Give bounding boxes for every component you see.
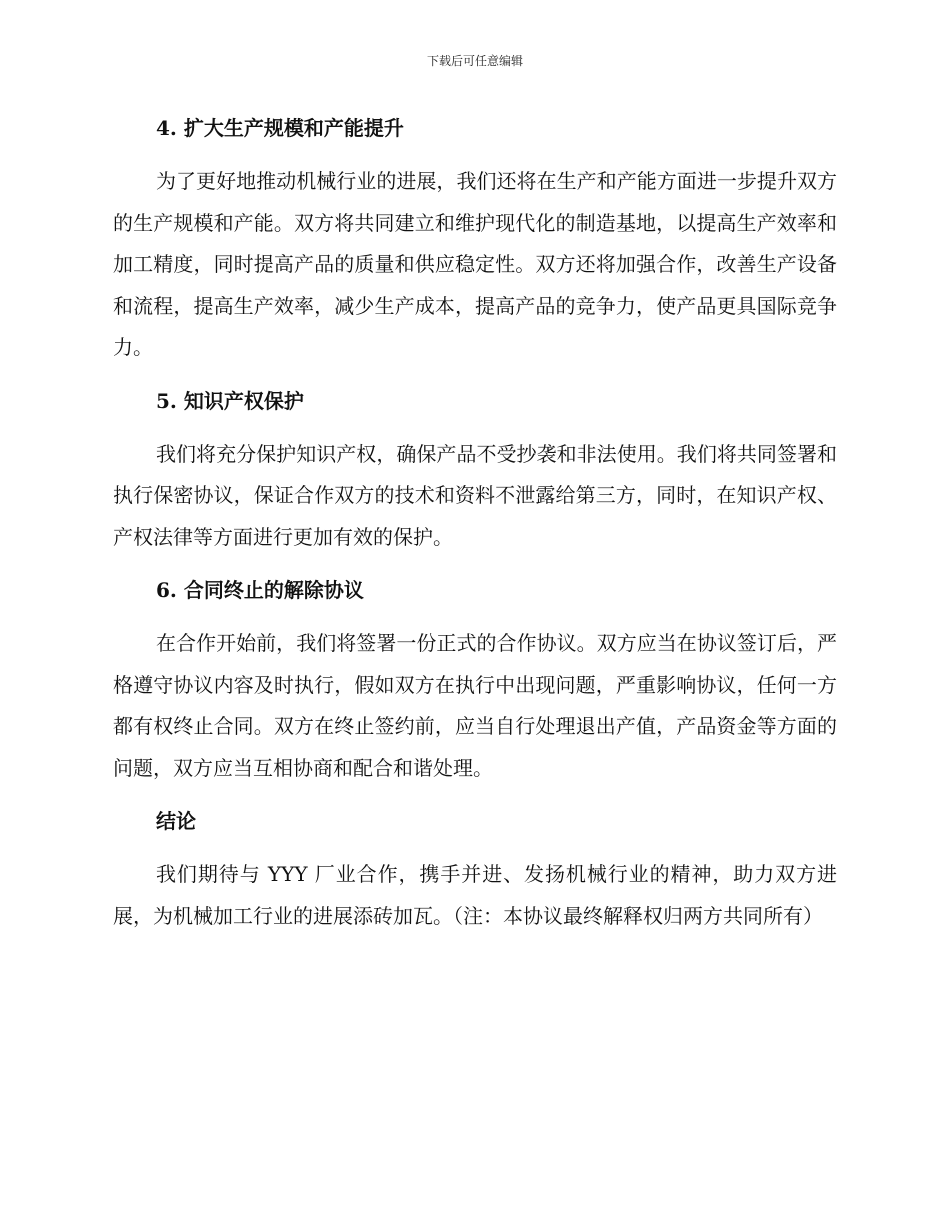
section-conclusion (113, 804, 837, 937)
section-paragraph: 我们将充分保护知识产权，确保产品不受抄袭和非法使用。我们将共同签署和执行保密协议，保证合作双方的技术和资料不泄露给第三方，同时，在知识产权、产权法律等方面进行更加有效的保护。 (113, 441, 837, 549)
spacer (113, 558, 837, 573)
section-paragraph: 我们期待与 YYY 厂业合作，携手并进、发扬机械行业的精神，助力双方进展，为机械加工行业的进展添砖加瓦。（注：本协议最终解释权归两方共同所有） (113, 862, 837, 928)
section-heading: 5. 知识产权保护 (156, 388, 304, 413)
spacer (113, 838, 837, 854)
spacer (113, 369, 837, 384)
section-paragraph: 为了更好地推动机械行业的进展，我们还将在生产和产能方面进一步提升双方的生产规模和产能。双方将共同建立和维护现代化的制造基地，以提高生产效率和加工精度，同时提高产品的质量和供应稳定性。双方还将加强合作，改善生产设备和流程，提高生产效率，减少生产成本，提高产品的竞争力，使产品更具国际竞争力。 (113, 169, 837, 359)
section-contract-termination (113, 573, 837, 804)
section-scale-capacity (113, 111, 837, 384)
spacer (113, 418, 837, 434)
document-body (113, 111, 837, 937)
section-ip-protection (113, 384, 837, 574)
spacer (113, 145, 837, 161)
spacer (113, 607, 837, 623)
section-heading: 4. 扩大生产规模和产能提升 (156, 116, 404, 140)
section-paragraph: 在合作开始前，我们将签署一份正式的合作协议。双方应当在协议签订后，严格遵守协议内容及时执行，假如双方在执行中出现问题，严重影响协议，任何一方都有权终止合同。双方在终止签约前，应当自行处理退出产值，产品资金等方面的问题，双方应当互相协商和配合和谐处理。 (113, 631, 837, 780)
spacer (113, 789, 837, 804)
section-heading: 6. 合同终止的解除协议 (156, 578, 364, 602)
page-header-note: 下载后可任意编辑 (426, 54, 523, 68)
section-heading: 结论 (156, 809, 196, 833)
